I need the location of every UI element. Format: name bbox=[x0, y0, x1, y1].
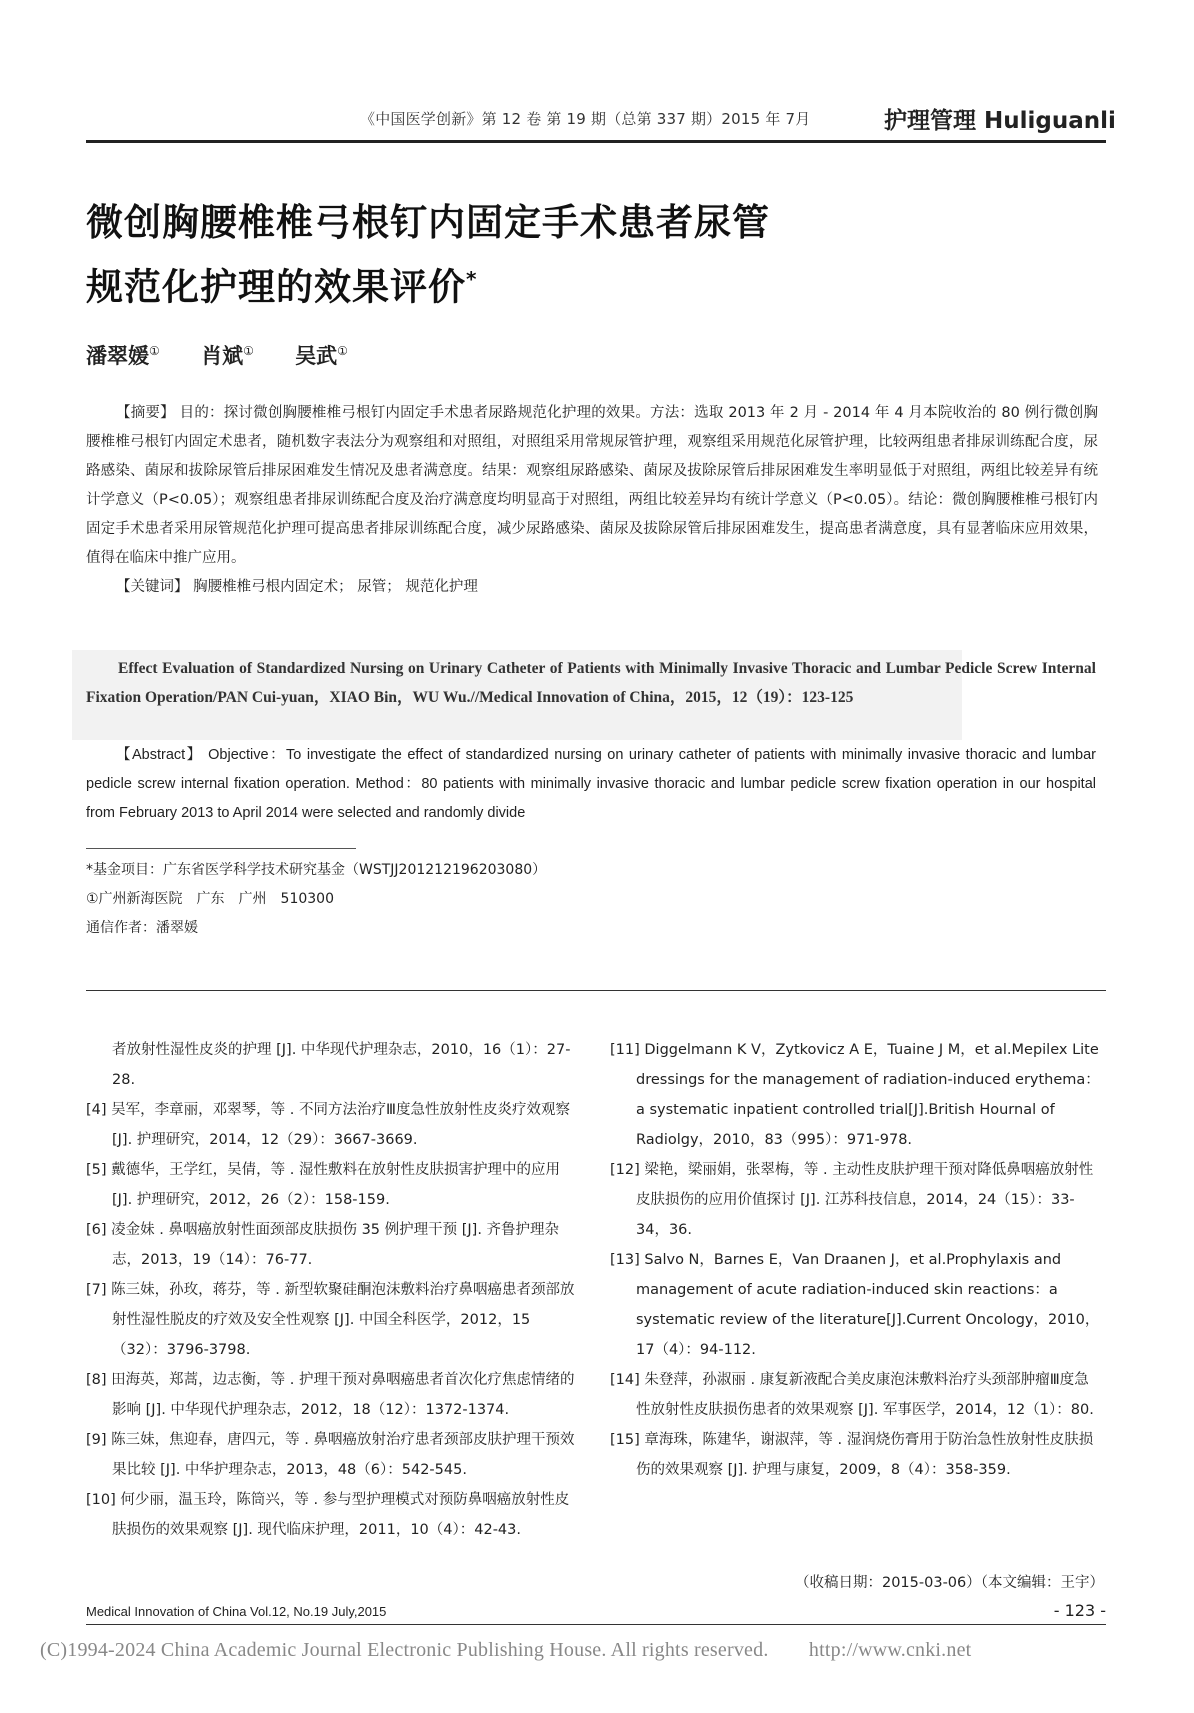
reference-item: [15] 章海珠，陈建华，谢淑萍，等 . 湿润烧伤膏用于防治急性放射性皮肤损伤的效果观察 [J]. 护理与康复，2009，8（4）：358-359. bbox=[610, 1432, 1094, 1478]
reference-item: [12] 梁艳，梁丽娟，张翠梅，等 . 主动性皮肤护理干预对降低鼻咽癌放射性皮肤损伤的应用价值探讨 [J]. 江苏科技信息，2014，24（15）：33-34，36. bbox=[610, 1162, 1094, 1238]
reference-item: [6] 凌金妹 . 鼻咽癌放射性面颈部皮肤损伤 35 例护理干预 [J]. 齐鲁护理杂志，2013，19（14）：76-77. bbox=[86, 1222, 560, 1268]
footer-journal-info: Medical Innovation of China Vol.12, No.19 July,2015 bbox=[86, 1604, 387, 1619]
author: 潘翠媛① bbox=[86, 344, 160, 368]
received-date: （收稿日期：2015-03-06）（本文编辑：王宇） bbox=[794, 1575, 1104, 1591]
header-rule bbox=[86, 140, 1106, 143]
reference-item: [13] Salvo N，Barnes E，Van Draanen J，et al.Prophylaxis and management of acute radiation-induced skin reactions：a systematic review of the literature[J].Current Oncology，2010，17（4）：94-112. bbox=[610, 1252, 1100, 1358]
affiliation-note: ①广州新海医院 广东 广州 510300 bbox=[86, 891, 334, 907]
reference-item: 者放射性湿性皮炎的护理 [J]. 中华现代护理杂志，2010，16（1）：27-28. bbox=[112, 1042, 571, 1088]
page-number: - 123 - bbox=[1053, 1601, 1106, 1620]
author-list bbox=[86, 340, 382, 370]
fund-note: *基金项目：广东省医学科学技术研究基金（WSTJJ201212196203080） bbox=[86, 862, 547, 878]
reference-item: [7] 陈三妹，孙玫，蒋芬，等 . 新型软聚硅酮泡沫敷料治疗鼻咽癌患者颈部放射性湿性脱皮的疗效及安全性观察 [J]. 中国全科医学，2012，15（32）：3796-3798. bbox=[86, 1282, 575, 1358]
corresponding-author: 通信作者：潘翠媛 bbox=[86, 920, 198, 936]
author: 肖斌① bbox=[201, 344, 254, 368]
footnote-rule bbox=[86, 848, 356, 849]
reference-item: [14] 朱登萍，孙淑丽 . 康复新液配合美皮康泡沫敷料治疗头颈部肿瘤Ⅲ度急性放射性皮肤损伤患者的效果观察 [J]. 军事医学，2014，12（1）：80. bbox=[610, 1372, 1094, 1418]
journal-header: 《中国医学创新》第 12 卷 第 19 期（总第 337 期）2015 年 7月 bbox=[360, 110, 811, 128]
title-footnote-mark: * bbox=[466, 267, 478, 291]
references-left-column bbox=[86, 1035, 580, 1545]
reference-item: [4] 吴军，李章丽，邓翠琴，等 . 不同方法治疗Ⅲ度急性放射性皮炎疗效观察 [J]. 护理研究，2014，12（29）：3667-3669. bbox=[86, 1102, 570, 1148]
title-line-2: 规范化护理的效果评价 bbox=[86, 265, 466, 309]
chinese-abstract bbox=[86, 399, 1098, 602]
keywords: 【关键词】 胸腰椎椎弓根内固定术； 尿管； 规范化护理 bbox=[116, 579, 478, 595]
article-title bbox=[86, 195, 986, 315]
reference-item: [11] Diggelmann K V，Zytkovicz A E，Tuaine J M，et al.Mepilex Lite dressings for the management of radiation-induced erythema：a systematic inpatient controlled trial[J].British Hournal of Radiolgy，2010，83（995）：971-978. bbox=[610, 1042, 1100, 1148]
references-right-column bbox=[610, 1035, 1100, 1485]
english-title: Effect Evaluation of Standardized Nursing on Urinary Catheter of Patients with Minimally Invasive Thoracic and Lumbar Pedicle Screw Internal Fixation Operation/PAN Cui-yuan，XIAO Bin，WU Wu.//Medical Innovation of China，2015，12（19）：123-125 bbox=[86, 660, 1096, 706]
copyright-notice: (C)1994-2024 China Academic Journal Electronic Publishing House. All rights reserved. http://www.cnki.net bbox=[40, 1639, 972, 1661]
footnotes bbox=[86, 856, 546, 943]
english-abstract: 【Abstract】 Objective：To investigate the effect of standardized nursing on urinary catheter of patients with minimally invasive thoracic and lumbar pedicle screw internal fixation operation. Method：80 patients with minimally invasive thoracic and lumbar pedicle screw fixation operation in our hospital from February 2013 to April 2014 were selected and randomly divide bbox=[86, 747, 1096, 821]
section-rule bbox=[86, 990, 1106, 991]
reference-item: [10] 何少丽，温玉玲，陈筒兴，等 . 参与型护理模式对预防鼻咽癌放射性皮肤损伤的效果观察 [J]. 现代临床护理，2011，10（4）：42-43. bbox=[86, 1492, 570, 1538]
abstract-text: 【摘要】 目的：探讨微创胸腰椎椎弓根钉内固定手术患者尿路规范化护理的效果。方法：选取 2013 年 2 月 - 2014 年 4 月本院收治的 80 例行微创胸腰椎椎弓根钉内固定术患者，随机数字表法分为观察组和对照组，对照组采用常规尿管护理，观察组采用规范化尿管护理，比较两组患者排尿训练配合度，尿路感染、菌尿和拔除尿管后排尿困难发生情况及患者满意度。结果：观察组尿路感染、菌尿及拔除尿管后排尿困难发生率明显低于对照组，两组比较差异有统计学意义（P<0.05）；观察组患者排尿训练配合度及治疗满意度均明显高于对照组，两组比较差异均有统计学意义（P<0.05）。结论：微创胸腰椎椎弓根钉内固定手术患者采用尿管规范化护理可提高患者排尿训练配合度，减少尿路感染、菌尿及拔除尿管后排尿困难发生，提高患者满意度，具有显著临床应用效果，值得在临床中推广应用。 bbox=[86, 405, 1098, 566]
reference-item: [5] 戴德华，王学红，吴倩，等 . 湿性敷料在放射性皮肤损害护理中的应用 [J]. 护理研究，2012，26（2）：158-159. bbox=[86, 1162, 560, 1208]
author: 吴武① bbox=[295, 344, 348, 368]
reference-item: [9] 陈三妹，焦迎春，唐四元，等 . 鼻咽癌放射治疗患者颈部皮肤护理干预效果比较 [J]. 中华护理杂志，2013，48（6）：542-545. bbox=[86, 1432, 575, 1478]
section-header: 护理管理 Huliguanli bbox=[884, 108, 1116, 134]
title-line-1: 微创胸腰椎椎弓根钉内固定手术患者尿管 bbox=[86, 201, 770, 244]
reference-item: [8] 田海英，郑蒿，边志衡，等 . 护理干预对鼻咽癌患者首次化疗焦虑情绪的影响 [J]. 中华现代护理杂志，2012，18（12）：1372-1374. bbox=[86, 1372, 575, 1418]
footer-rule bbox=[86, 1624, 1106, 1625]
